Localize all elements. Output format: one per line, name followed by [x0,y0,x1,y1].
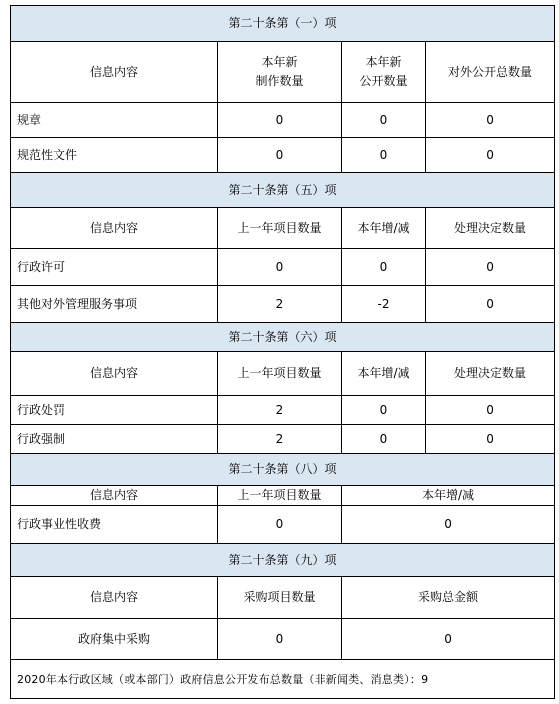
cell-value: 0 [218,138,342,173]
row-label: 规范性文件 [11,138,218,173]
section-header-1 [11,6,555,42]
cell-value: 0 [342,619,555,660]
cell-value: 0 [218,619,342,660]
column-header: 上一年项目数量 [218,352,342,396]
section-title: 第二十条第（五）项 [11,173,555,208]
section-title: 第二十条第（六）项 [11,323,555,352]
row-label: 行政强制 [11,425,218,454]
column-header: 对外公开总数量 [426,42,555,103]
column-header: 信息内容 [11,486,218,506]
column-header: 处理决定数量 [426,208,555,249]
cell-value: 0 [426,138,555,173]
cell-value: 0 [218,249,342,286]
row-label: 其他对外管理服务事项 [11,286,218,323]
column-header-row [11,42,555,103]
cell-value: 0 [342,396,426,425]
cell-value: 0 [426,103,555,138]
cell-value: 0 [342,506,555,544]
section-header-6 [11,323,555,352]
cell-value: 2 [218,425,342,454]
cell-value: -2 [342,286,426,323]
column-header: 信息内容 [11,577,218,619]
row-label: 政府集中采购 [11,619,218,660]
table-row [11,138,555,173]
section-title: 第二十条第（一）项 [11,6,555,42]
table-row [11,506,555,544]
row-label: 行政事业性收费 [11,506,218,544]
column-header: 本年新 制作数量 [218,42,342,103]
cell-value: 0 [342,138,426,173]
column-header: 本年增/减 [342,486,555,506]
table-row [11,619,555,660]
section-header-8 [11,454,555,486]
section-header-9 [11,544,555,577]
cell-value: 0 [426,396,555,425]
column-header: 信息内容 [11,208,218,249]
row-label: 规章 [11,103,218,138]
cell-value: 0 [342,249,426,286]
row-label: 行政许可 [11,249,218,286]
column-header-row [11,486,555,506]
column-header: 采购总金额 [342,577,555,619]
section-title: 第二十条第（八）项 [11,454,555,486]
cell-value: 0 [426,249,555,286]
table-row [11,396,555,425]
column-header: 处理决定数量 [426,352,555,396]
cell-value: 0 [426,425,555,454]
column-header-row [11,208,555,249]
cell-value: 0 [426,286,555,323]
section-title: 第二十条第（九）项 [11,544,555,577]
cell-value: 0 [342,103,426,138]
cell-value: 2 [218,396,342,425]
column-header: 信息内容 [11,352,218,396]
cell-value: 2 [218,286,342,323]
column-header: 本年增/减 [342,208,426,249]
cell-value: 0 [342,425,426,454]
table-row [11,249,555,286]
table-row [11,103,555,138]
column-header: 本年新 公开数量 [342,42,426,103]
column-header: 本年增/减 [342,352,426,396]
total-count-statement: 2020年本行政区域（或本部门）政府信息公开发布总数量（非新闻类、消息类）：9 [11,660,555,699]
column-header: 信息内容 [11,42,218,103]
row-label: 行政处罚 [11,396,218,425]
section-header-5 [11,173,555,208]
table-row [11,286,555,323]
column-header: 采购项目数量 [218,577,342,619]
cell-value: 0 [218,506,342,544]
information-disclosure-table [10,5,555,699]
column-header: 上一年项目数量 [218,486,342,506]
table-row [11,425,555,454]
cell-value: 0 [218,103,342,138]
column-header: 上一年项目数量 [218,208,342,249]
column-header-row [11,352,555,396]
footer-row [11,660,555,699]
column-header-row [11,577,555,619]
